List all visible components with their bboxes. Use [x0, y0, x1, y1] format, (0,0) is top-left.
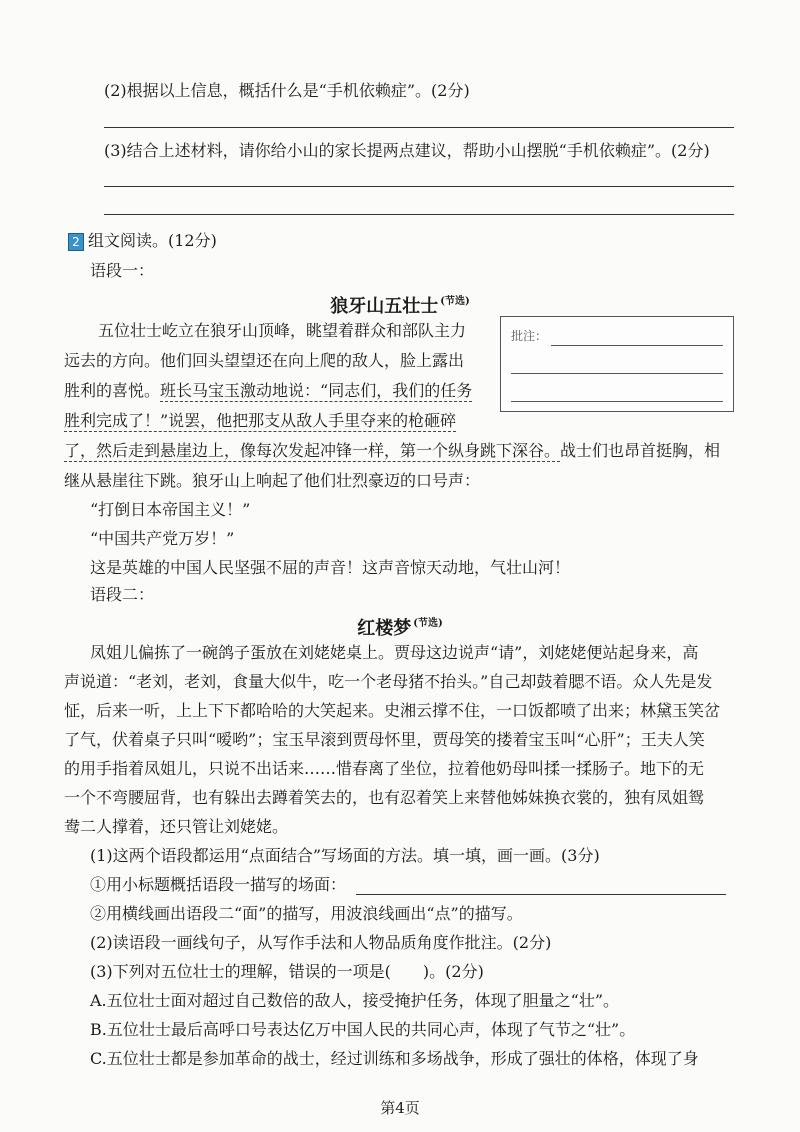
question-2-2: (2)根据以上信息，概括什么是“手机依赖症”。(2分) — [104, 81, 470, 100]
question-2-3: (3)结合上述材料，请你给小山的家长提两点建议，帮助小山摆脱“手机依赖症”。(2分) — [104, 141, 710, 160]
passage2-label: 语段二： — [90, 585, 155, 604]
passage1-label: 语段一： — [90, 261, 155, 280]
page-number: 第4页 — [380, 1099, 420, 1117]
passage2-line: 了气，伏着桌子只叫“嗳哟”；宝玉早滚到贾母怀里，贾母笑的搂着宝玉叫“心肝”；王夫人笑 — [64, 730, 705, 749]
option-b: B.五位壮士最后高呼口号表达亿万中国人民的共同心声，体现了气节之“壮”。 — [90, 1020, 636, 1039]
annotation-line — [551, 345, 723, 346]
passage2-line: 凤姐儿偏拣了一碗鸽子蛋放在刘姥姥桌上。贾母这边说声“请”，刘姥姥便站起身来，高 — [90, 643, 699, 662]
fill-in-blank[interactable] — [356, 894, 726, 895]
question-1: (1)这两个语段都运用“点面结合”写场面的方法。填一填，画一画。(3分) — [90, 846, 600, 865]
passage2-line: 鸯二人撑着，还只管让刘姥姥。 — [64, 817, 289, 836]
question-3: (3)下列对五位壮士的理解，错误的一项是( )。(2分) — [90, 962, 484, 981]
passage2-line: 怔，后来一听，上上下下都哈哈的大笑起来。史湘云撑不住，一口饭都喷了出来；林黛玉笑岔 — [64, 701, 721, 720]
underlined-sentence: 了，然后走到悬崖边上，像每次发起冲锋一样，第一个纵身跳下深谷。 — [64, 441, 561, 460]
option-c: C.五位壮士都是参加革命的战士，经过训练和多场战争，形成了强壮的体格，体现了身 — [90, 1049, 699, 1068]
slogan-1: “打倒日本帝国主义！” — [90, 500, 251, 519]
answer-line — [104, 214, 734, 215]
passage1-line: 了，然后走到悬崖边上，像每次发起冲锋一样，第一个纵身跳下深谷。战士们也昂首挺胸，相 — [64, 441, 721, 460]
underlined-sentence: 胜利完成了！”说罢，他把那支从敌人手里夺来的枪砸碎 — [64, 411, 457, 430]
passage2-line: 一个不弯腰屈背，也有躲出去蹲着笑去的，也有忍着笑上来替他姊妹换衣裳的，独有凤姐鸳 — [64, 788, 705, 807]
passage1-line: 远去的方向。他们回头望望还在向上爬的敌人，脸上露出 — [64, 351, 465, 370]
underlined-sentence: 班长马宝玉激动地说：“同志们，我们的任务 — [160, 381, 473, 400]
annotation-line — [511, 373, 723, 374]
passage1-line — [64, 410, 456, 432]
annotation-label: 批注： — [511, 329, 548, 343]
question-2: (2)读语段一画线句子，从写作手法和人物品质角度作批注。(2分) — [90, 933, 552, 952]
section-title: 组文阅读。(12分) — [88, 231, 217, 250]
annotation-box[interactable] — [500, 316, 734, 412]
question-1-part2: ②用横线画出语段二“面”的描写，用波浪线画出“点”的描写。 — [90, 904, 523, 923]
passage2-line: 的用手指着凤姐儿，只说不出话来……惜春离了坐位，拉着他奶母叫揉一揉肠子。地下的无 — [64, 759, 705, 778]
answer-line — [104, 127, 734, 128]
slogan-2: “中国共产党万岁！” — [90, 529, 235, 548]
answer-line — [104, 186, 734, 187]
option-a: A.五位壮士面对超过自己数倍的敌人，接受掩护任务，体现了胆量之“壮”。 — [90, 991, 620, 1010]
passage1-line: 胜利的喜悦。班长马宝玉激动地说：“同志们，我们的任务 — [64, 381, 473, 400]
passage1-line: 继从悬崖往下跳。狼牙山上响起了他们壮烈豪迈的口号声： — [64, 471, 481, 490]
section-heading — [68, 230, 217, 252]
question-number-badge: 2 — [68, 233, 84, 251]
passage1-line: 这是英雄的中国人民坚强不屈的声音！这声音惊天动地，气壮山河！ — [90, 558, 571, 577]
passage2-line: 声说道：“老刘，老刘，食量大似牛，吃一个老母猪不抬头。”自己却鼓着腮不语。众人先是发 — [64, 672, 713, 691]
passage1-line: 五位壮士屹立在狼牙山顶峰，眺望着群众和部队主力 — [98, 321, 467, 340]
passage1-title: 狼牙山五壮士 $^{(节选)}$ — [330, 296, 470, 317]
annotation-line — [511, 401, 723, 402]
question-1-part1: ①用小标题概括语段一描写的场面： — [90, 875, 347, 894]
passage2-title: 红楼梦 $^{(节选)}$ — [357, 618, 443, 639]
